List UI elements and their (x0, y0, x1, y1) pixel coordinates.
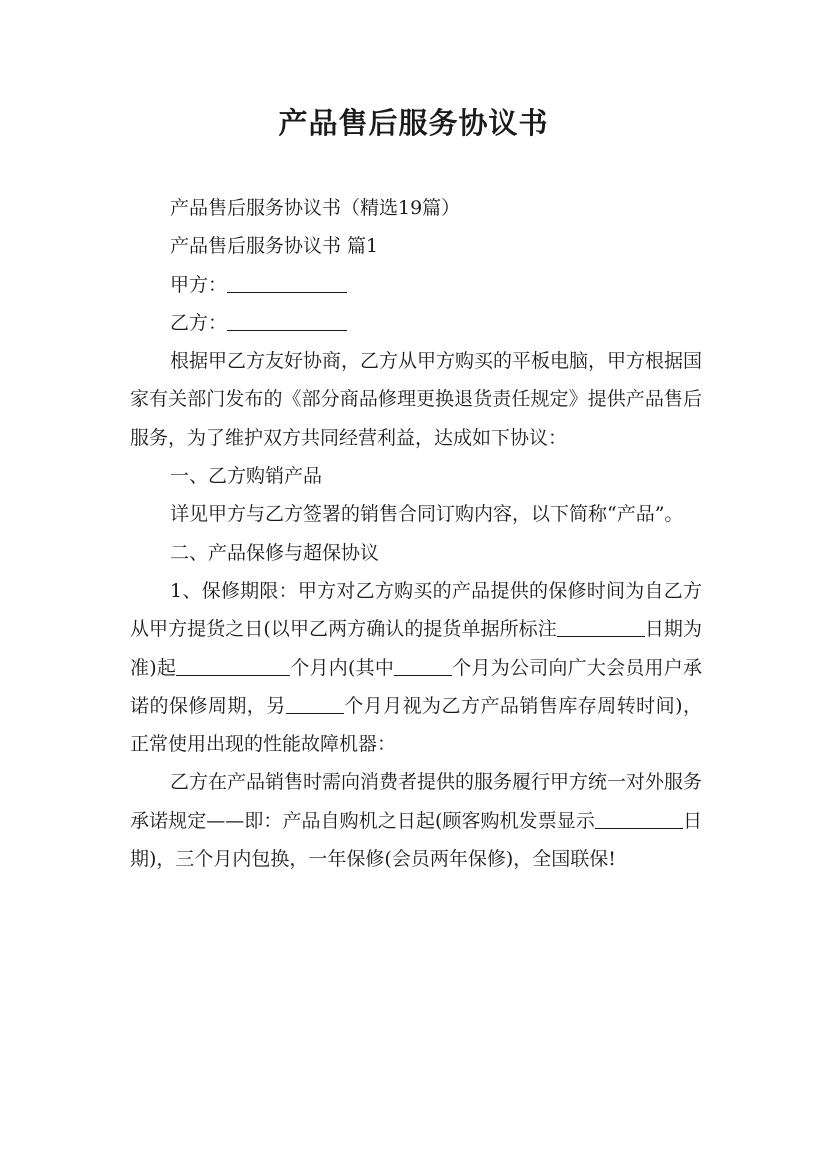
blank-underline (227, 308, 347, 331)
blank-underline (595, 806, 683, 829)
text-run: 个月月视为乙方产品销售库存周转时间)，正常使用出现的性能故障机器： (130, 694, 702, 756)
blank-underline (394, 653, 452, 676)
text-run: 个月内(其中 (290, 656, 395, 679)
heading-two: 二、产品保修与超保协议 (170, 541, 380, 564)
blank-underline (176, 653, 290, 676)
paragraph-party-a (130, 266, 702, 304)
blank-underline (557, 614, 645, 637)
text-run: 1、保修期限：甲方对乙方购买的产品提供的保修时间为自乙方从甲方提货之日(以甲乙两方确认的提货单据所标注 (130, 579, 702, 641)
paragraph-intro: 根据甲乙方友好协商，乙方从甲方购买的平板电脑，甲方根据国家有关部门发布的《部分商品修理更换退货责任规定》提供产品售后服务，为了维护双方共同经营利益，达成如下协议： (130, 350, 703, 449)
text-run: 乙方在产品销售时需向消费者提供的服务履行甲方统一对外服务承诺规定——即：产品自购机之日起(顾客购机发票显示 (130, 771, 703, 832)
paragraph-subtitle: 产品售后服务协议书（精选19篇） (170, 197, 461, 219)
text-run: 日期为准)起 (130, 618, 702, 679)
paragraph-products: 详见甲方与乙方签署的销售合同订购内容，以下简称“产品”。 (170, 503, 684, 526)
text-run: 个月为公司向广大会员用户承诺的保修周期，另 (130, 656, 702, 717)
document-title: 产品售后服务协议书 (278, 106, 549, 140)
paragraph-service (130, 763, 702, 878)
paragraph-party-b (130, 304, 702, 342)
party-a-label: 甲方： (170, 273, 228, 296)
paragraph-section-title: 产品售后服务协议书 篇1 (170, 235, 379, 258)
heading-one: 一、乙方购销产品 (170, 465, 323, 488)
paragraph-warranty (130, 572, 702, 763)
party-b-label: 乙方： (170, 311, 228, 334)
blank-underline (227, 270, 347, 293)
blank-underline (286, 691, 344, 714)
document-body (130, 189, 702, 878)
text-run: 日期)，三个月内包换，一年保修(会员两年保修)，全国联保! (130, 809, 702, 871)
